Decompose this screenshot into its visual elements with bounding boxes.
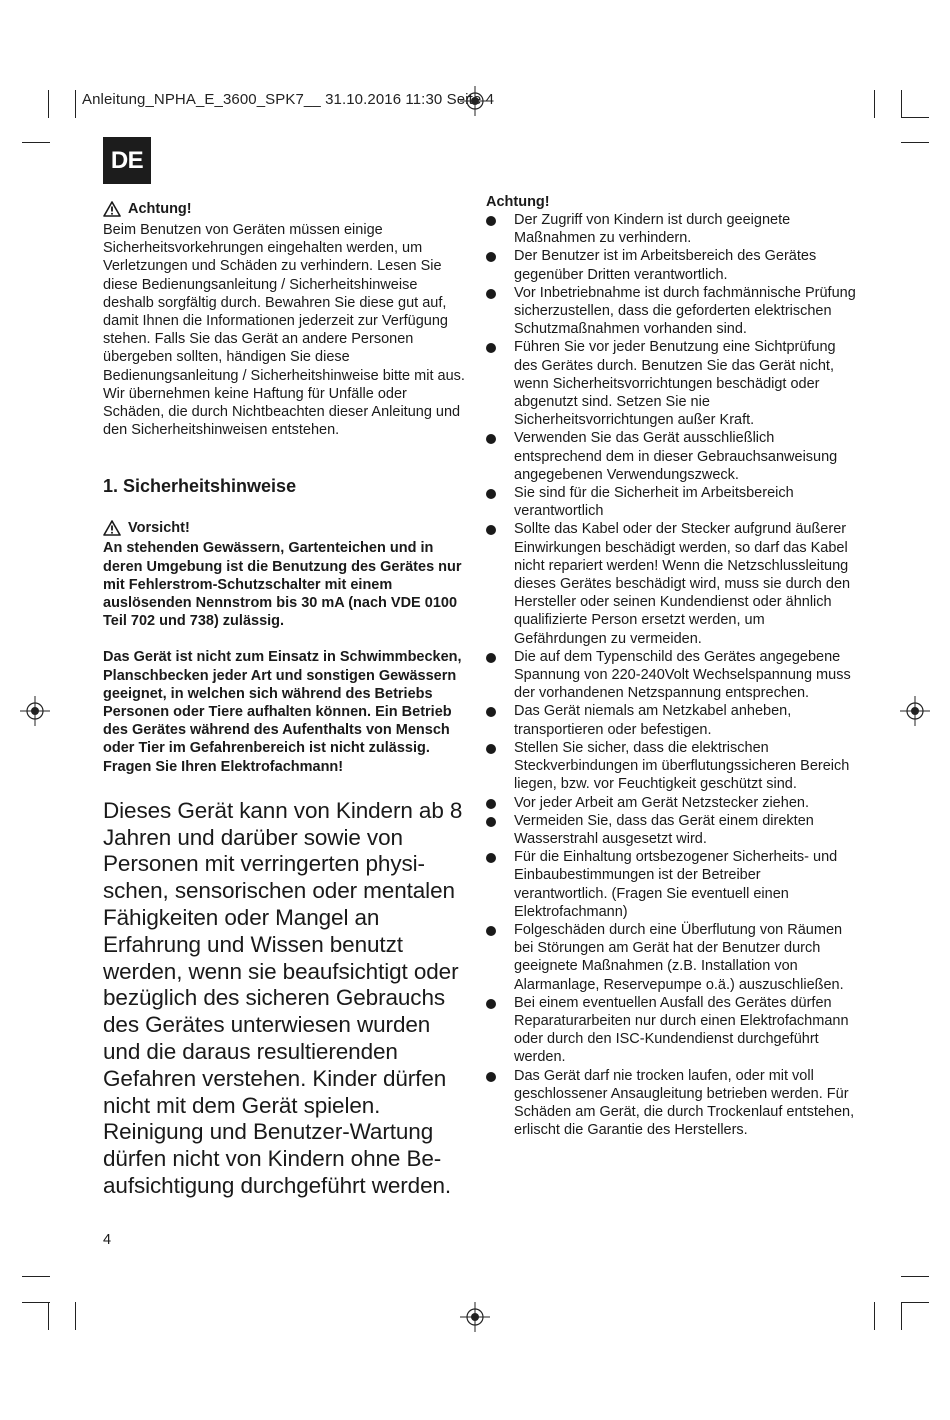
crop-mark xyxy=(22,142,50,143)
children-notice: Dieses Gerät kann von Kindern ab 8 Jahren und darüber sowie von Personen mit verringerten physi-schen, sensorischen oder mentalen Fähigkeiten oder Mangel an Erfahrung und Wissen benutzt werden, wenn sie beaufsichtigt oder bezüglich des sicheren Gebrauchs des Gerätes unterwiesen wurden und die daraus resultierenden Gefahren verstehen. Kinder dürfen nicht mit dem Gerät spielen. Reinigung und Benutzer-Wartung dürfen nicht von Kindern ohne Be-aufsichtigung durchgeführt werden. xyxy=(103,797,463,1199)
crop-mark xyxy=(874,90,875,118)
caution-heading xyxy=(103,517,465,539)
crop-mark xyxy=(75,1302,76,1330)
list-item xyxy=(486,520,856,647)
list-item-text: Der Zugriff von Kindern ist durch geeignete Maßnahmen zu verhindern. xyxy=(514,212,791,247)
crop-mark xyxy=(901,117,929,118)
list-item-text: Vermeiden Sie, dass das Gerät einem direkten Wasserstrahl ausgesetzt wird. xyxy=(514,812,814,847)
right-column xyxy=(486,193,856,1139)
list-item xyxy=(486,702,856,738)
crop-mark xyxy=(874,1302,875,1330)
list-item xyxy=(486,338,856,429)
list-item-text: Bei einem eventuellen Ausfall des Gerätes dürfen Reparaturarbeiten nur durch einen Elektrofachmann oder durch den ISC-Kundendienst durchgeführt werden. xyxy=(514,994,849,1066)
crop-mark xyxy=(22,1276,50,1277)
list-item xyxy=(486,648,856,703)
list-item xyxy=(486,284,856,339)
crop-mark xyxy=(22,1302,50,1303)
list-item-text: Verwenden Sie das Gerät ausschließlich entsprechend dem in dieser Gebrauchsanweisung angegebenen Verwendungszweck. xyxy=(514,430,838,483)
safety-bullet-list xyxy=(486,211,856,1139)
list-item xyxy=(486,921,856,994)
intro-heading xyxy=(103,198,465,220)
registration-mark-icon xyxy=(900,696,930,726)
bullet-dot-icon xyxy=(486,926,496,936)
list-item-text: Sollte das Kabel oder der Stecker aufgrund äußerer Einwirkungen beschädigt werden, so darf das Kabel nicht repariert werden! Wenn die Netzschlussleitung dieses Gerätes beschädigt wird, muss sie durch den Hersteller oder seinen Kundendienst oder ähnlich qualifizierte Person ersetzt werden, um Gefährdungen zu vermeiden. xyxy=(514,521,851,647)
crop-mark xyxy=(901,142,929,143)
list-item xyxy=(486,848,856,921)
list-item xyxy=(486,1067,856,1140)
bullet-dot-icon xyxy=(486,999,496,1009)
intro-heading-text: Achtung! xyxy=(128,201,192,217)
bullet-dot-icon xyxy=(486,1072,496,1082)
bullet-dot-icon xyxy=(486,653,496,663)
bullet-dot-icon xyxy=(486,817,496,827)
intro-text: Beim Benutzen von Geräten müssen einige Sicherheitsvorkehrungen eingehalten werden, um Verletzungen und Schäden zu verhindern. Lesen Sie diese Bedienungsanleitung / Sicherheitshinweise deshalb sorgfältig durch. Bewahren Sie diese gut auf, damit Ihnen die Informationen jederzeit zur Verfügung stehen. Falls Sie das Gerät an andere Personen übergeben sollten, händigen Sie diese Bedienungsanleitung / Sicherheitshinweise bitte mit aus. Wir übernehmen keine Haftung für Unfälle oder Schäden, die durch Nichtbeachten dieser Anleitung und den Sicherheitshinweisen entstehen. xyxy=(103,222,465,439)
right-column-title: Achtung! xyxy=(486,194,550,210)
section-title: 1. Sicherheitshinweise xyxy=(103,476,297,497)
bullet-dot-icon xyxy=(486,744,496,754)
left-column xyxy=(103,198,465,1200)
crop-mark xyxy=(901,1302,929,1303)
list-item xyxy=(486,739,856,794)
crop-mark xyxy=(75,90,76,118)
list-item xyxy=(486,994,856,1067)
bullet-dot-icon xyxy=(486,216,496,226)
bullet-dot-icon xyxy=(486,707,496,717)
list-item-text: Das Gerät niemals am Netzkabel anheben, transportieren oder befestigen. xyxy=(514,703,792,738)
bullet-dot-icon xyxy=(486,434,496,444)
bullet-dot-icon xyxy=(486,525,496,535)
list-item xyxy=(486,484,856,520)
bullet-dot-icon xyxy=(486,489,496,499)
list-item-text: Vor jeder Arbeit am Gerät Netzstecker ziehen. xyxy=(514,794,809,811)
crop-mark xyxy=(48,90,49,118)
list-item xyxy=(486,247,856,283)
page-number: 4 xyxy=(103,1232,112,1248)
list-item xyxy=(486,429,856,484)
list-item-text: Das Gerät darf nie trocken laufen, oder mit voll geschlossener Ansaugleitung betrieben werden. Für Schäden am Gerät, die durch Trockenlauf entstehen, erlischt die Garantie des Herstellers. xyxy=(514,1067,855,1139)
bullet-dot-icon xyxy=(486,799,496,809)
bullet-dot-icon xyxy=(486,289,496,299)
crop-mark xyxy=(901,1276,929,1277)
crop-mark xyxy=(901,1302,902,1330)
list-item-text: Für die Einhaltung ortsbezogener Sicherheits- und Einbaubestimmungen ist der Betreiber verantwortlich. (Fragen Sie eventuell einen Elektrofachmann) xyxy=(514,849,838,920)
caution-text-2: Das Gerät ist nicht zum Einsatz in Schwimmbecken, Planschbecken jeder Art und sonstigen Gewässern geeignet, in welchen sich während des Betriebs Personen oder Tiere aufhalten können. Ein Betrieb des Gerätes während des Aufenthalts von Mensch oder Tier im Gefahrenbereich ist nicht zulässig. Fragen Sie Ihren Elektrofachmann! xyxy=(103,649,462,775)
list-item xyxy=(486,794,856,812)
crop-mark xyxy=(48,1302,49,1330)
list-item-text: Der Benutzer ist im Arbeitsbereich des Gerätes gegenüber Dritten verantwortlich. xyxy=(514,248,817,283)
registration-mark-icon xyxy=(20,696,50,726)
crop-mark xyxy=(901,90,902,118)
warning-triangle-icon xyxy=(103,520,121,536)
bullet-dot-icon xyxy=(486,252,496,262)
bullet-dot-icon xyxy=(486,343,496,353)
list-item xyxy=(486,812,856,848)
registration-mark-icon xyxy=(460,1302,490,1332)
list-item-text: Vor Inbetriebnahme ist durch fachmännische Prüfung sicherzustellen, dass die geforderten elektrischen Schutzmaßnahmen vorhanden sind. xyxy=(514,284,856,338)
print-slug: Anleitung_NPHA_E_3600_SPK7__ 31.10.2016 11:30 Seite 4 xyxy=(82,91,495,108)
caution-heading-text: Vorsicht! xyxy=(128,520,190,537)
bullet-dot-icon xyxy=(486,853,496,863)
list-item-text: Führen Sie vor jeder Benutzung eine Sichtprüfung des Gerätes durch. Benutzen Sie das Gerät nicht, wenn Sicherheitsvorrichtungen beschädigt oder abgenutzt sind. Setzen Sie nie Sicherheitsvorrichtungen außer Kraft. xyxy=(514,339,836,429)
list-item-text: Stellen Sie sicher, dass die elektrischen Steckverbindungen im überflutungssicheren Bereich liegen, bzw. vor Feuchtigkeit geschützt sind. xyxy=(514,739,850,793)
caution-text-1: An stehenden Gewässern, Gartenteichen und in deren Umgebung ist die Benutzung des Gerätes nur mit Fehlerstrom-Schutzschalter mit einem auslösenden Nennstrom bis 30 mA (nach VDE 0100 Teil 702 und 738) zulässig. xyxy=(103,540,462,630)
list-item-text: Die auf dem Typenschild des Gerätes angegebene Spannung von 220-240Volt Wechselspannung muss der vorhandenen Netzspannung entsprechen. xyxy=(514,648,851,702)
list-item-text: Sie sind für die Sicherheit im Arbeitsbereich verantwortlich xyxy=(514,485,794,520)
list-item-text: Folgeschäden durch eine Überflutung von Räumen bei Störungen am Gerät hat der Benutzer durch geeignete Maßnahmen (z.B. Installation von Alarmanlage, Reservepumpe o.ä.) auszuschließen. xyxy=(514,921,844,993)
language-badge: DE xyxy=(103,137,151,184)
list-item xyxy=(486,211,856,247)
warning-triangle-icon xyxy=(103,201,121,217)
